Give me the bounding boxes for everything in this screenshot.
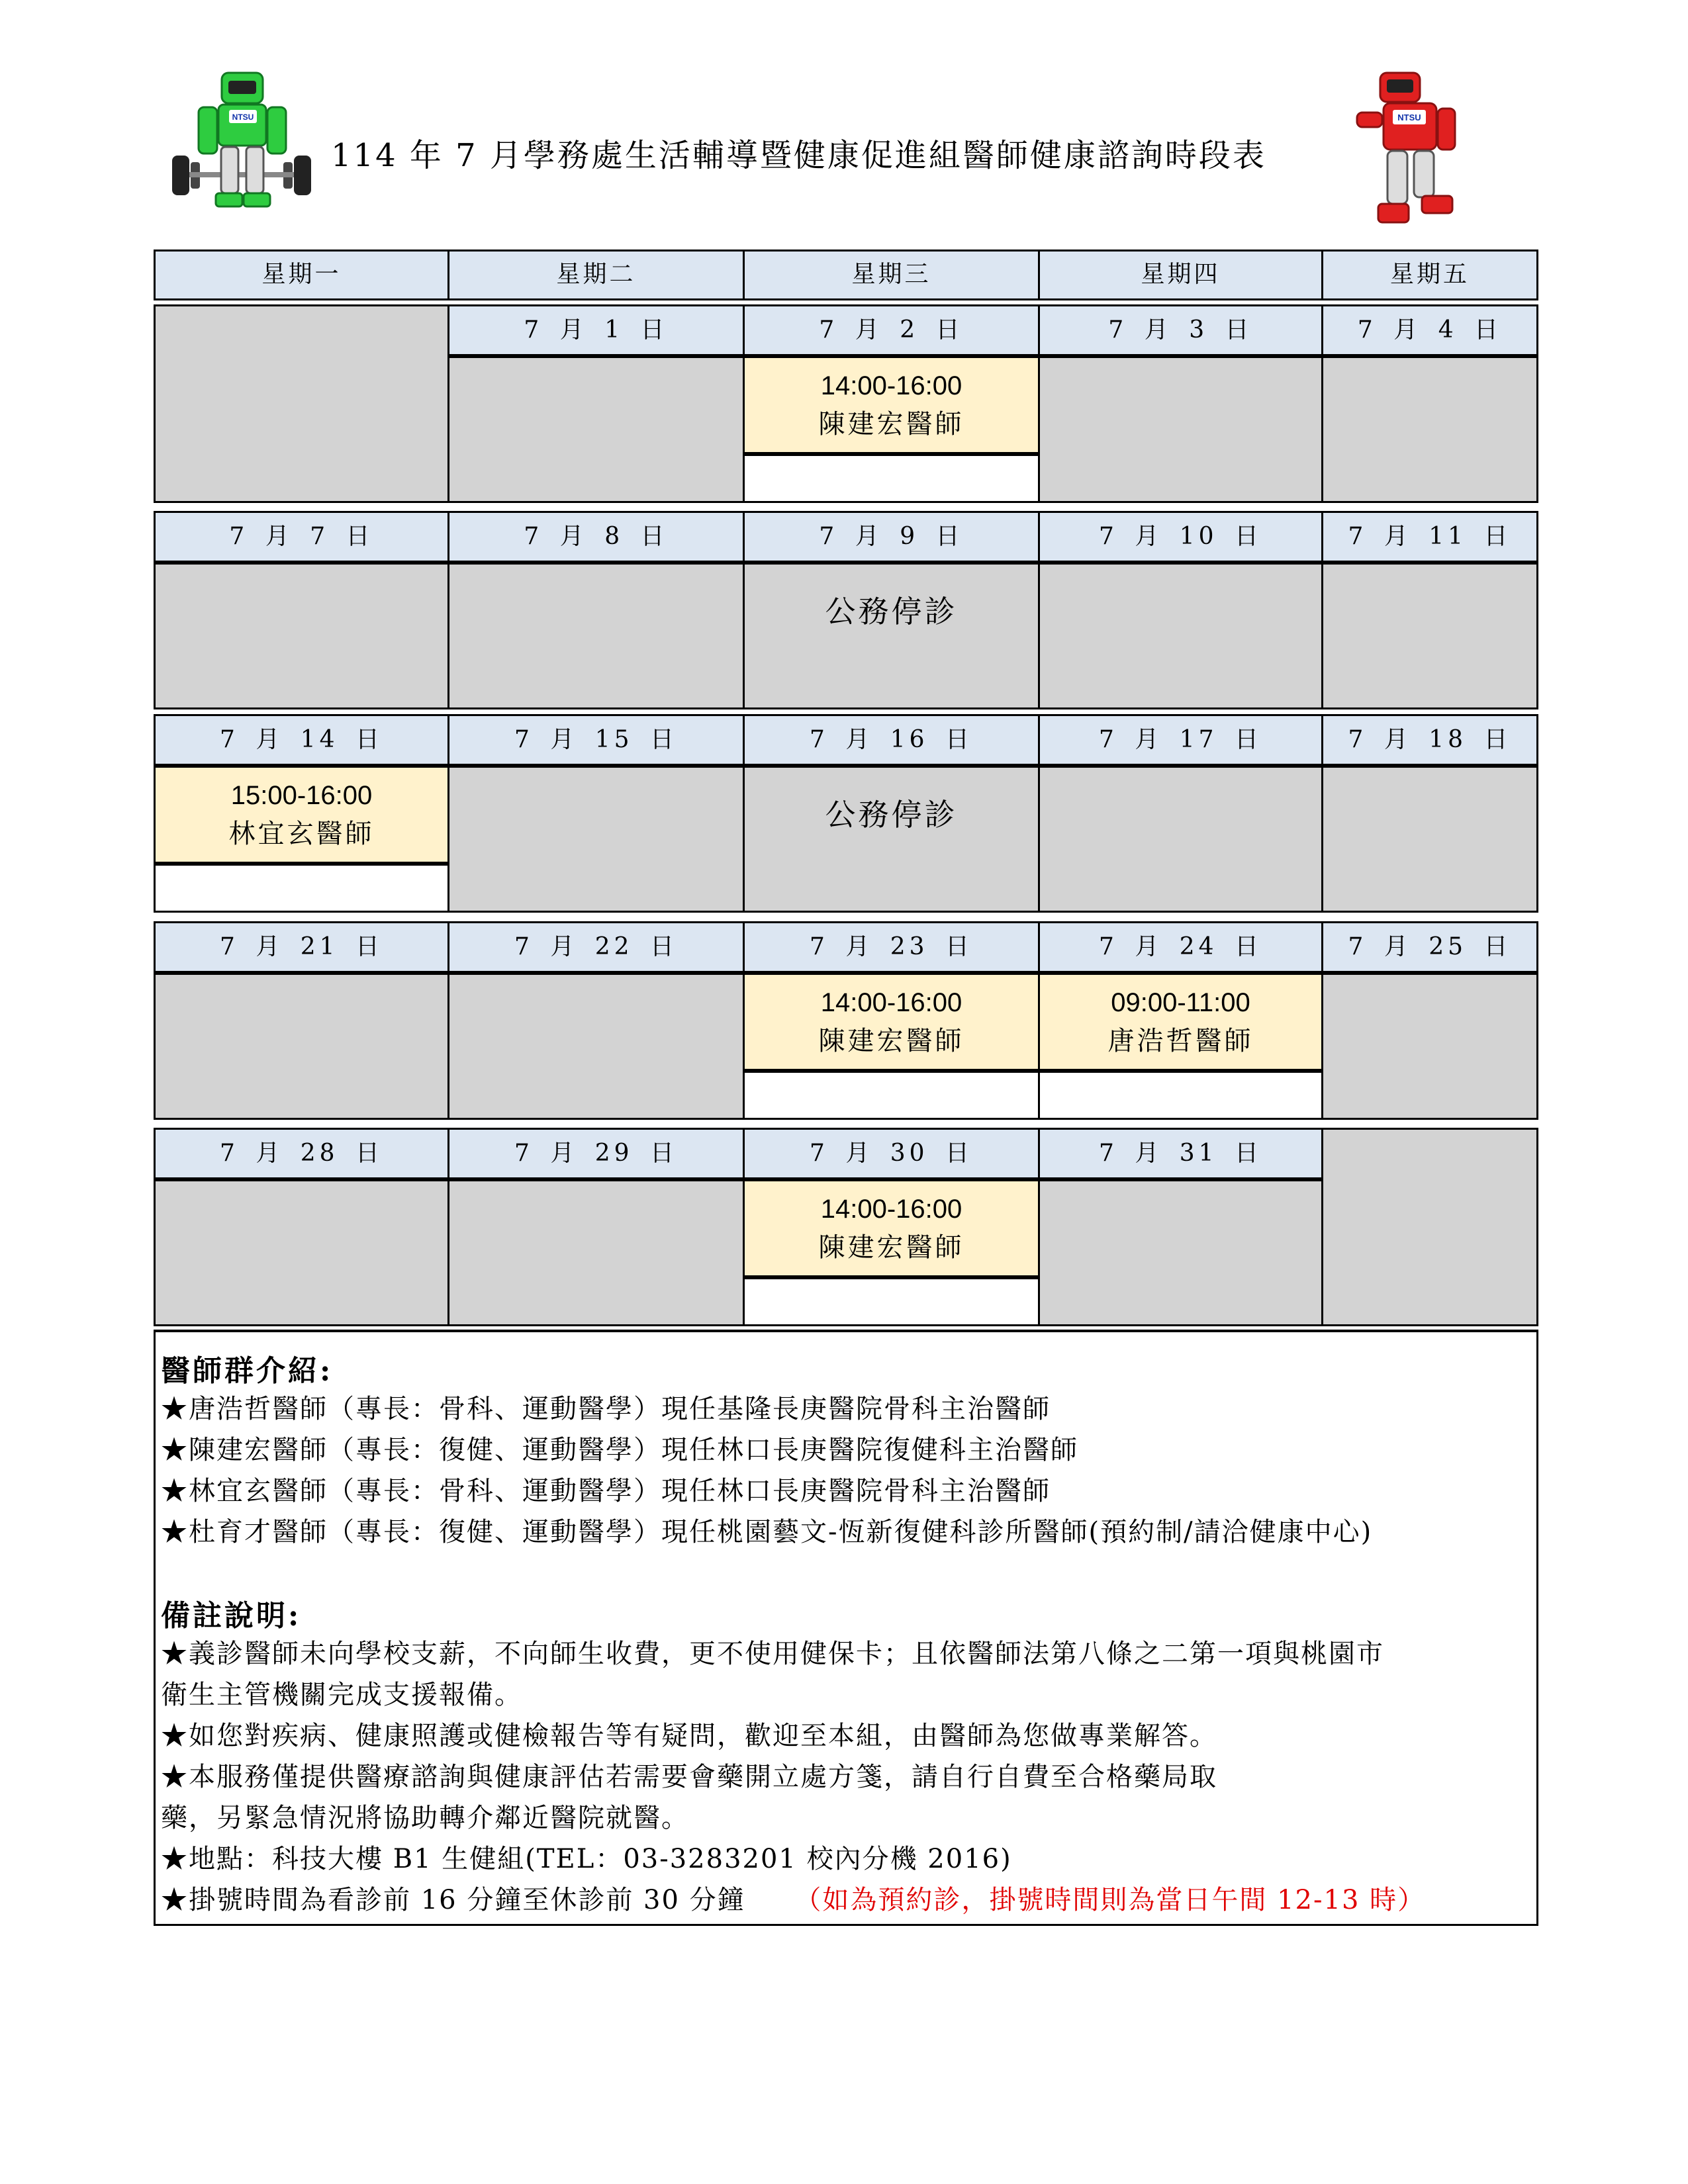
blank-slot: [743, 1071, 1040, 1120]
weekday-header: [447, 250, 745, 300]
empty-day-cell: [1038, 1179, 1323, 1326]
weekday-header: [1321, 250, 1538, 300]
date-label: 7 月 4 日: [1357, 316, 1503, 343]
logo-right-text: NTSU: [1397, 113, 1421, 122]
date-label: 7 月 31 日: [1098, 1139, 1263, 1167]
empty-day-cell: [1321, 1128, 1538, 1326]
date-label: 7 月 25 日: [1348, 933, 1512, 960]
remark-item: 衛生主管機關完成支援報備。: [161, 1680, 522, 1710]
appointment-time: 14:00-16:00: [820, 371, 962, 400]
date-cell: [447, 511, 745, 563]
appointment-slot: [743, 1179, 1040, 1277]
date-label: 7 月 21 日: [219, 933, 384, 960]
doctors-heading: 醫師群介紹:: [161, 1354, 334, 1388]
weekday-label: 星期四: [1141, 261, 1221, 289]
blank-slot: [743, 1277, 1040, 1326]
weekday-label: 星期三: [851, 261, 931, 289]
appointment-doctor: 陳建宏醫師: [818, 1026, 964, 1056]
empty-day-cell: [1321, 563, 1538, 709]
date-cell: [743, 1128, 1040, 1179]
remarks-heading: 備註說明:: [161, 1599, 302, 1633]
date-cell: [1038, 511, 1323, 563]
date-cell: [743, 304, 1040, 356]
empty-day-cell: [447, 356, 745, 503]
date-label: 7 月 18 日: [1348, 725, 1512, 753]
date-label: 7 月 11 日: [1348, 522, 1512, 550]
empty-day-cell: [1321, 356, 1538, 503]
closure-label: 公務停診: [825, 797, 958, 833]
date-label: 7 月 9 日: [819, 522, 964, 550]
date-cell: [1038, 1128, 1323, 1179]
remark-item: ★本服務僅提供醫療諮詢與健康評估若需要會藥開立處方箋，請自行自費至合格藥局取: [161, 1762, 1217, 1792]
closure-label: 公務停診: [825, 594, 958, 629]
date-label: 7 月 28 日: [219, 1139, 384, 1167]
date-label: 7 月 7 日: [229, 522, 374, 550]
date-cell: [447, 304, 745, 356]
date-cell: [154, 1128, 449, 1179]
date-label: 7 月 2 日: [819, 316, 964, 343]
blank-slot: [154, 864, 449, 913]
date-cell: [743, 714, 1040, 766]
date-label: 7 月 24 日: [1098, 933, 1263, 960]
remark-item: ★地點：科技大樓 B1 生健組(TEL：03-3283201 校內分機 2016): [161, 1844, 1012, 1874]
appointment-doctor: 林宜玄醫師: [228, 819, 375, 849]
blank-slot: [743, 454, 1040, 503]
date-label: 7 月 22 日: [514, 933, 679, 960]
appointment-slot: [154, 766, 449, 864]
date-label: 7 月 14 日: [219, 725, 384, 753]
weekday-header: [154, 250, 449, 300]
date-cell: [743, 511, 1040, 563]
date-cell: [1321, 511, 1538, 563]
page-title: 114 年 7 月學務處生活輔導暨健康促進組醫師健康諮詢時段表: [331, 137, 1266, 174]
date-cell: [1038, 714, 1323, 766]
appointment-doctor: 陳建宏醫師: [818, 409, 964, 439]
date-cell: [1321, 304, 1538, 356]
date-cell: [1038, 304, 1323, 356]
date-label: 7 月 16 日: [809, 725, 974, 753]
empty-day-cell: [447, 563, 745, 709]
appointment-time: 14:00-16:00: [820, 1195, 962, 1224]
robot-runner-logo: [1344, 66, 1483, 238]
doctor-item: ★唐浩哲醫師（專長：骨科、運動醫學）現任基隆長庚醫院骨科主治醫師: [161, 1394, 1051, 1424]
date-label: 7 月 23 日: [809, 933, 974, 960]
date-cell: [743, 921, 1040, 973]
empty-day-cell: [1038, 766, 1323, 913]
appointment-time: 14:00-16:00: [820, 988, 962, 1017]
weekday-label: 星期五: [1389, 261, 1470, 289]
appointment-slot: [1038, 973, 1323, 1071]
date-label: 7 月 29 日: [514, 1139, 679, 1167]
remark-item: ★義診醫師未向學校支薪，不向師生收費，更不使用健保卡；且依醫師法第八條之二第一項與桃園市: [161, 1639, 1384, 1669]
appointment-time: 09:00-11:00: [1111, 988, 1250, 1017]
date-label: 7 月 3 日: [1108, 316, 1253, 343]
date-cell: [447, 921, 745, 973]
empty-day-cell: [154, 973, 449, 1120]
empty-day-cell: [1321, 766, 1538, 913]
date-cell: [447, 1128, 745, 1179]
appointment-slot: [743, 973, 1040, 1071]
appointment-slot: [743, 356, 1040, 454]
date-label: 7 月 10 日: [1098, 522, 1263, 550]
blank-slot: [1038, 1071, 1323, 1120]
appointment-doctor: 陳建宏醫師: [818, 1232, 964, 1263]
schedule-calendar: [154, 250, 1538, 1330]
closure-cell: [743, 766, 1040, 913]
date-cell: [154, 714, 449, 766]
appointment-time: 15:00-16:00: [230, 781, 373, 810]
closure-cell: [743, 563, 1040, 709]
date-cell: [154, 511, 449, 563]
registration-note: （如為預約診，掛號時間則為當日午間 12-13 時）: [794, 1885, 1426, 1915]
registration-line: [161, 1879, 1425, 1917]
date-label: 7 月 8 日: [524, 522, 669, 550]
empty-day-cell: [154, 563, 449, 709]
date-cell: [1321, 714, 1538, 766]
weekday-header: [743, 250, 1040, 300]
empty-day-cell: [1038, 563, 1323, 709]
registration-text: ★掛號時間為看診前 16 分鐘至休診前 30 分鐘: [161, 1885, 745, 1915]
date-cell: [1321, 921, 1538, 973]
remark-item: ★如您對疾病、健康照護或健檢報告等有疑問，歡迎至本組，由醫師為您做專業解答。: [161, 1721, 1217, 1751]
notes-section: [154, 1330, 1538, 1926]
date-cell: [154, 921, 449, 973]
doctor-item: ★杜育才醫師（專長：復健、運動醫學）現任桃園藝文-恆新復健科診所醫師(預約制/請洽健康中心): [161, 1517, 1373, 1547]
logo-left-text: NTSU: [232, 113, 254, 122]
empty-day-cell: [1038, 356, 1323, 503]
remark-item: 藥，另緊急情況將協助轉介鄰近醫院就醫。: [161, 1803, 689, 1833]
empty-day-cell: [447, 766, 745, 913]
weekday-header: [1038, 250, 1323, 300]
empty-day-cell: [1321, 973, 1538, 1120]
weekday-label: 星期一: [261, 261, 342, 289]
empty-day-cell: [447, 973, 745, 1120]
appointment-doctor: 唐浩哲醫師: [1107, 1026, 1254, 1056]
empty-day-cell: [447, 1179, 745, 1326]
robot-weightlifter-logo: [165, 66, 318, 218]
date-cell: [447, 714, 745, 766]
empty-day-cell: [154, 304, 449, 503]
weekday-label: 星期二: [556, 261, 636, 289]
date-label: 7 月 1 日: [524, 316, 669, 343]
date-cell: [1038, 921, 1323, 973]
date-label: 7 月 30 日: [809, 1139, 974, 1167]
empty-day-cell: [154, 1179, 449, 1326]
doctor-item: ★林宜玄醫師（專長：骨科、運動醫學）現任林口長庚醫院骨科主治醫師: [161, 1476, 1051, 1506]
date-label: 7 月 15 日: [514, 725, 679, 753]
doctor-item: ★陳建宏醫師（專長：復健、運動醫學）現任林口長庚醫院復健科主治醫師: [161, 1435, 1078, 1465]
date-label: 7 月 17 日: [1098, 725, 1263, 753]
